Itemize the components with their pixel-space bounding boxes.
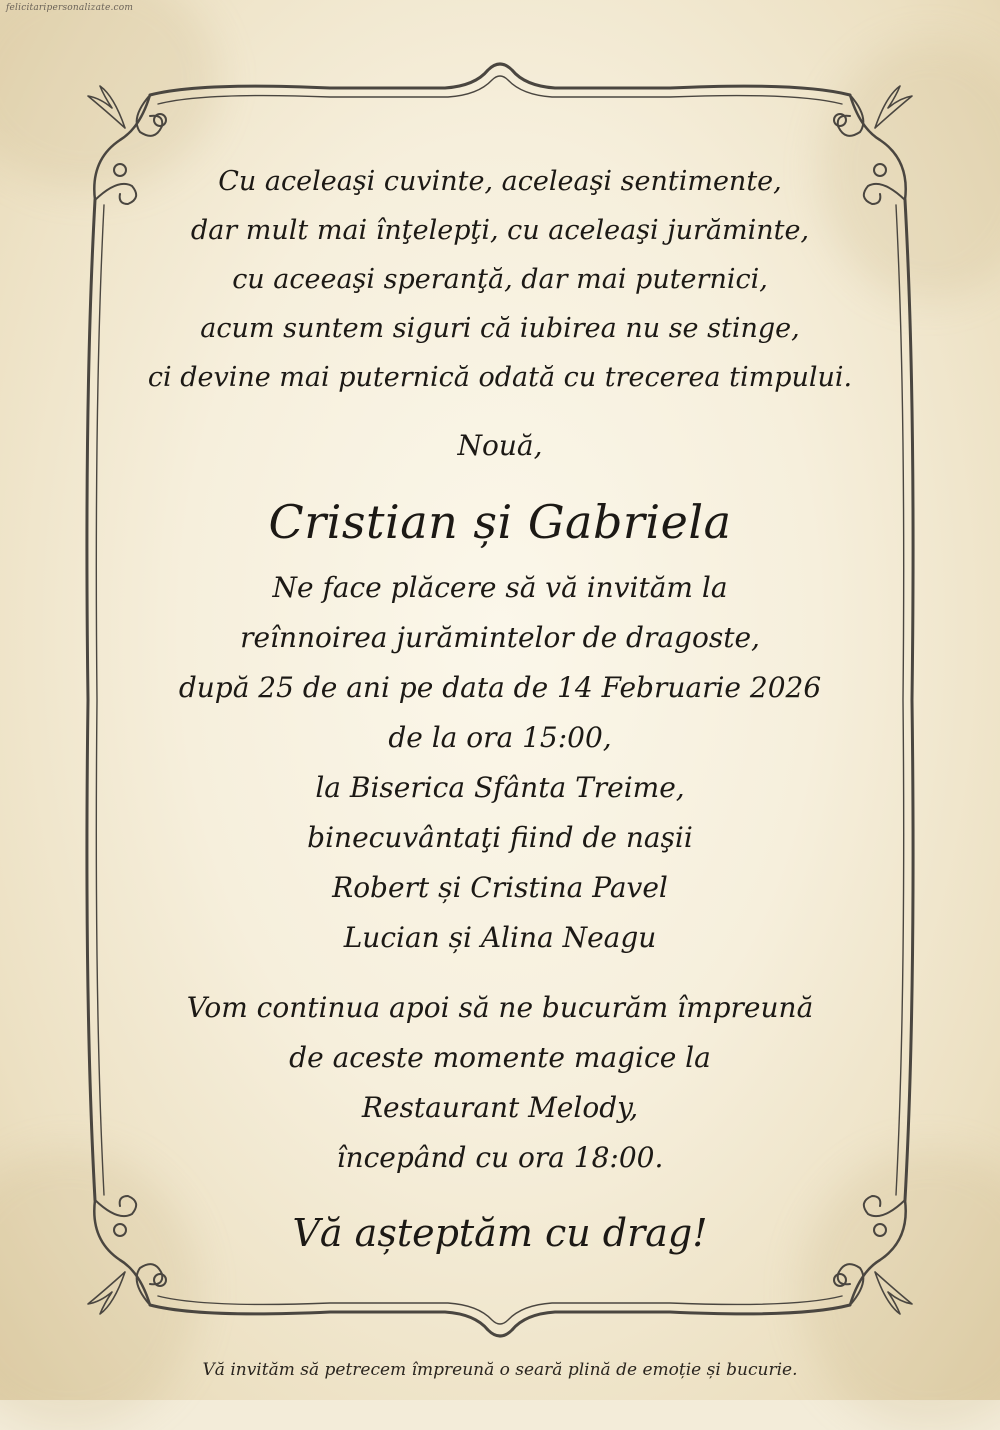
reception-line: începând cu ora 18:00. (336, 1141, 664, 1174)
invitation-line: la Biserica Sfânta Treime, (315, 771, 685, 804)
invitation-line: reînnoirea jurămintelor de dragoste, (240, 621, 760, 654)
invitation-line: Ne face plăcere să vă invităm la (272, 571, 728, 604)
invitation-line: Robert și Cristina Pavel (332, 871, 668, 904)
invitation-text (100, 563, 900, 963)
verse-line: Cu aceleaşi cuvinte, aceleaşi sentimente, (218, 166, 782, 197)
invitation-line: binecuvântaţi fiind de naşii (307, 821, 693, 854)
reception-text (100, 983, 900, 1183)
verse-line: cu aceeaşi speranţă, dar mai puternici, (232, 264, 768, 295)
watermark: felicitaripersonalizate.com (6, 3, 134, 13)
greeting: Nouă, (457, 429, 543, 462)
invitation-line: după 25 de ani pe data de 14 Februarie 2026 (178, 671, 822, 704)
reception-line: Vom continua apoi să ne bucurăm împreună (186, 991, 814, 1024)
closing-line: Vă așteptăm cu drag! (292, 1211, 708, 1255)
couple-names: Cristian și Gabriela (268, 495, 732, 549)
reception-line: de aceste momente magice la (289, 1041, 711, 1074)
reception-line: Restaurant Melody, (361, 1091, 639, 1124)
verse-line: acum suntem siguri că iubirea nu se stinge, (200, 313, 800, 344)
invitation-line: de la ora 15:00, (388, 721, 612, 754)
footer-note: Vă invităm să petrecem împreună o seară plină de emoție și bucurie. (202, 1360, 798, 1380)
verse-line: dar mult mai înţelepţi, cu aceleaşi jurăminte, (190, 215, 810, 246)
verse-line: ci devine mai puternică odată cu trecerea timpului. (147, 362, 853, 393)
opening-verse (100, 157, 900, 402)
invitation-line: Lucian și Alina Neagu (343, 921, 657, 954)
